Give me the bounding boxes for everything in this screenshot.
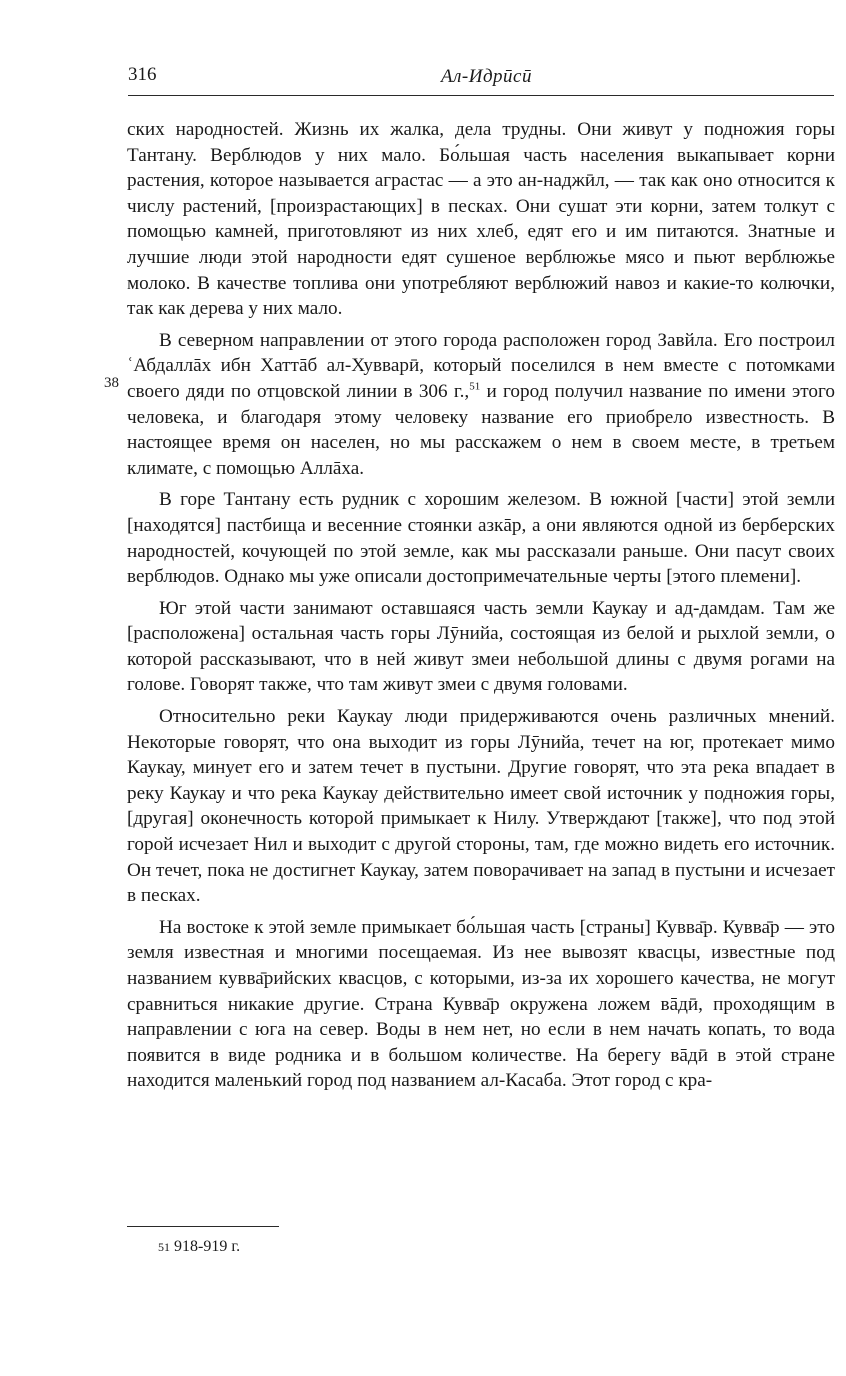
footnote — [158, 1238, 240, 1256]
paragraph-6: На востоке к этой земле примыкает бо́льшая часть [страны] Кувва̄р. Кувва̄р — это земля известная и многими посещаемая. Из нее вывозят квасцы, известные под названием кувва̄рийских квасцов, с которыми, из-за их хорошего качества, не могут сравниться никакие другие. Страна Кувва̄р окружена ложем вāдӣ, проходящим в направлении с юга на север. Воды в нем нет, но если в нем начать копать, то вода появится в виде родника и в большом количестве. На берегу вāдӣ в этой стране находится маленький город под названием ал-Касаба. Этот город с кра- — [127, 916, 835, 1092]
footnote-rule — [127, 1226, 279, 1227]
page-number: 316 — [128, 64, 157, 85]
margin-line-number: 38 — [104, 375, 119, 391]
footnote-mark: 51 — [158, 1240, 170, 1254]
paragraph-5: Относительно реки Каукау люди придерживаются очень различных мнений. Некоторые говорят, что она выходит из горы Лӯнийа, течет на юг, протекает мимо Каукау, минует его и затем течет в пустыни. Другие говорят, что эта река впадает в реку Каукау и что река Каукау действительно имеет свой источник у подножия горы, [другая] оконечность которой примыкает к Нилу. Утверждают [также], что под этой горой исчезает Нил и выходит с другой стороны, там, где можно видеть его источник. Он течет, пока не достигнет Каукау, затем поворачивает на запад в пустыни и исчезает в песках. — [127, 706, 835, 907]
header-rule — [128, 95, 834, 96]
paragraph-4: Юг этой части занимают оставшаяся часть земли Каукау и ад-дамдам. Там же [расположена] остальная часть горы Лӯнийа, состоящая из белой и рыхлой земли, о которой рассказывают, что в ней живут змеи небольшой длины с двумя рогами на голове. Говорят также, что там живут змеи с двумя головами. — [127, 597, 835, 696]
paragraph-2-text: В северном направлении от этого города расположен город Завйла. Его построил ʿАбдаллāх ибн Хаттāб ал-Хувварӣ, который поселился в нем вместе с потомками своего дяди по отцовской линии в 306 г., — [127, 329, 835, 402]
body-text — [127, 117, 835, 1100]
paragraph-2 — [127, 328, 835, 482]
footnote-ref[interactable]: 51 — [469, 380, 481, 393]
paragraph-3: В горе Тантану есть рудник с хорошим железом. В южной [части] этой земли [находятся] пастбища и весенние стоянки азкāр, а они являются одной из берберских народностей, кочующей по этой земле, как мы рассказали раньше. Они пасут своих верблюдов. Однако мы уже описали достопримечательные черты [этого племени]. — [127, 489, 835, 588]
paragraph-1: ских народностей. Жизнь их жалка, дела трудны. Они живут у подножия горы Тантану. Верблюдов у них мало. Бо́льшая часть населения выкапывает корни растения, которое называется аграстас — а это ан-наджӣл, — так как оно относится к числу растений, [произрастающих] в песках. Они сушат эти корни, затем толкут с помощью камней, приготовляют из них хлеб, едят его и им питаются. Знатные и лучшие люди этой народности едят сушеное верблюжье мясо и пьют верблюжье молоко. В качестве топлива они употребляют верблюжий навоз и какие-то колючки, так как дерева у них мало. — [127, 119, 835, 320]
footnote-text: 918-919 г. — [174, 1238, 241, 1255]
paragraph-2-continuation: и город получил название по имени этого человека, и благодаря этому человеку название его приобрело известность. В настоящее время он населен, но мы расскажем о нем в своем месте, в третьем климате, с помощью Аллāха. — [127, 380, 835, 479]
running-head: Ал-Идрӣсӣ — [441, 66, 532, 87]
